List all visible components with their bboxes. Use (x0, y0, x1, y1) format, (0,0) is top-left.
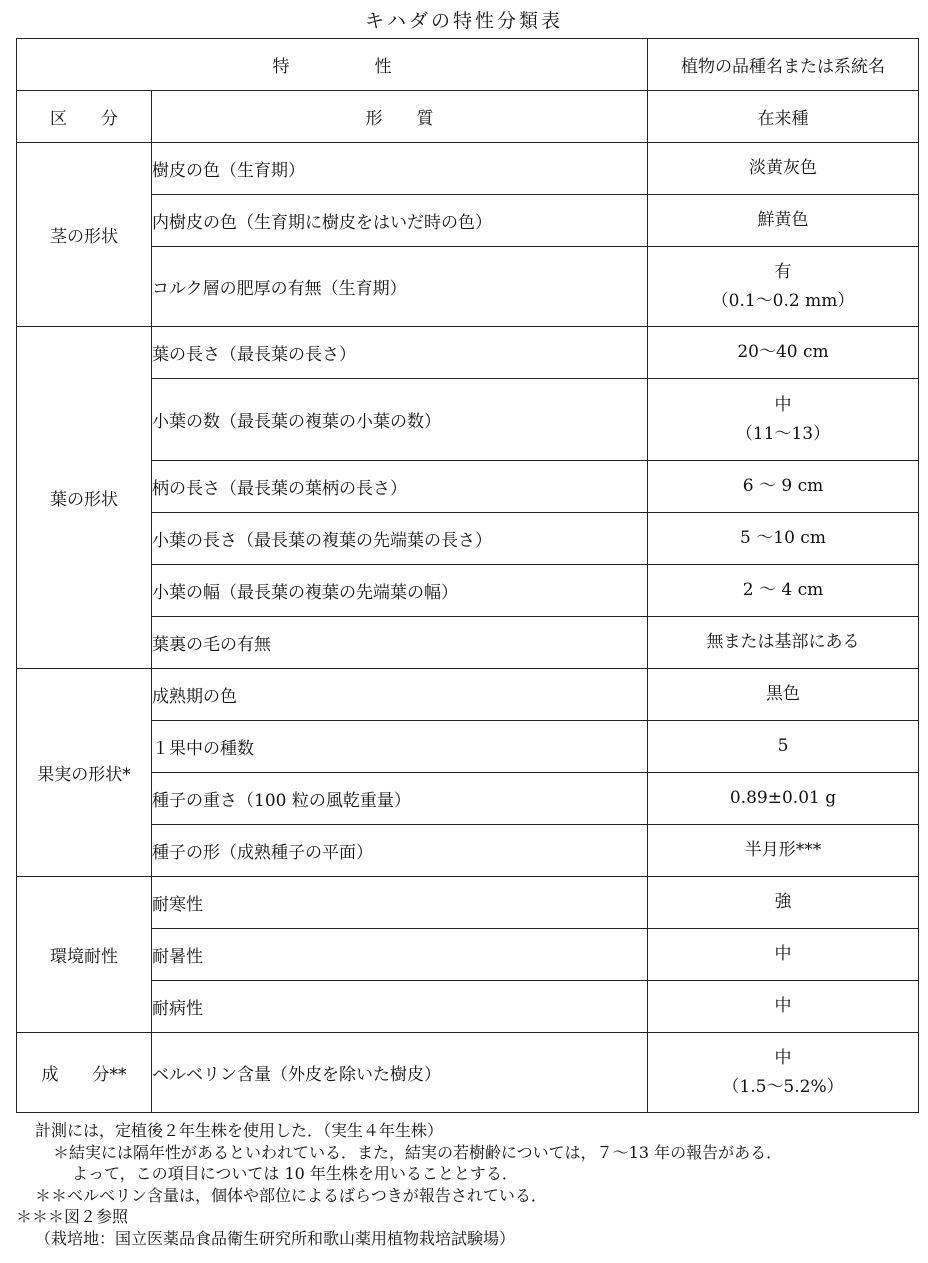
value-line: 淡黄灰色 (749, 158, 817, 178)
trait-cell: 耐寒性 (152, 877, 648, 929)
value-line: 有 (774, 261, 792, 282)
value-cell (648, 247, 919, 327)
category-header: 区 分 (17, 91, 152, 143)
table-subheader-row (17, 91, 919, 143)
value-line: （1.5～5.2%） (722, 1076, 844, 1097)
table-row (17, 1033, 919, 1113)
value-line: 2 ～ 4 cm (742, 580, 824, 600)
value-cell (648, 461, 919, 513)
value-line: 5 ～10 cm (740, 528, 826, 548)
table-row (17, 981, 919, 1033)
trait-cell: 小葉の数（最長葉の複葉の小葉の数） (152, 379, 648, 461)
footnote: ＊＊＊図２参照 (16, 1207, 129, 1226)
value-cell (648, 1033, 919, 1113)
variety-header: 植物の品種名または系統名 (648, 39, 919, 91)
table-row (17, 721, 919, 773)
footnote: 計測には，定植後２年生株を使用した．（実生４年生株） (35, 1121, 444, 1140)
value-line: 黒色 (766, 684, 800, 704)
trait-cell: 葉裏の毛の有無 (152, 617, 648, 669)
trait-cell: 耐病性 (152, 981, 648, 1033)
value-line: 鮮黄色 (757, 210, 809, 230)
value-cell (648, 327, 919, 379)
value-line: 20～40 cm (737, 342, 829, 362)
table-row (17, 877, 919, 929)
value-cell (648, 513, 919, 565)
value-line: 中 (774, 996, 792, 1016)
value-cell (648, 379, 919, 461)
trait-cell: 内樹皮の色（生育期に樹皮をはいだ時の色） (152, 195, 648, 247)
footnotes (0, 1120, 928, 1249)
table-row (17, 379, 919, 461)
trait-header: 特 性 (17, 39, 648, 91)
value-cell (648, 773, 919, 825)
table-row (17, 513, 919, 565)
value-cell (648, 825, 919, 877)
value-line: 0.89±0.01 g (729, 788, 837, 808)
table-row (17, 327, 919, 379)
category-cell: 葉の形状 (17, 327, 152, 669)
cultivar-header: 在来種 (648, 91, 919, 143)
table-row (17, 461, 919, 513)
footnote: （栽培地：国立医薬品食品衛生研究所和歌山薬用植物栽培試験場） (35, 1228, 516, 1248)
category-cell: 成 分** (17, 1033, 152, 1113)
trait-cell: コルク層の肥厚の有無（生育期） (152, 247, 648, 327)
value-line: 半月形*** (744, 840, 822, 860)
trait-cell: 成熟期の色 (152, 669, 648, 721)
trait-cell: 耐暑性 (152, 929, 648, 981)
value-line: 5 (777, 736, 789, 756)
quality-header: 形 質 (152, 91, 648, 143)
value-line: 6 ～ 9 cm (742, 476, 824, 496)
trait-cell: 樹皮の色（生育期） (152, 143, 648, 195)
table-row (17, 773, 919, 825)
value-line: 中 (774, 394, 792, 415)
table-row (17, 143, 919, 195)
table-header-row (17, 39, 919, 91)
value-line: （0.1～0.2 mm） (711, 290, 855, 311)
value-cell (648, 669, 919, 721)
value-line: 中 (774, 944, 792, 964)
table-row (17, 617, 919, 669)
page-title: キハダの特性分類表 (364, 10, 563, 32)
category-cell: 環境耐性 (17, 877, 152, 1033)
value-line: （11～13） (735, 423, 831, 444)
table-row (17, 929, 919, 981)
value-cell (648, 143, 919, 195)
value-cell (648, 617, 919, 669)
table-row (17, 669, 919, 721)
value-line: 強 (774, 892, 792, 912)
value-cell (648, 721, 919, 773)
trait-cell: 葉の長さ（最長葉の長さ） (152, 327, 648, 379)
trait-cell: 小葉の長さ（最長葉の複葉の先端葉の長さ） (152, 513, 648, 565)
value-cell (648, 981, 919, 1033)
table-body (17, 39, 919, 1113)
trait-cell: 種子の重さ（100 粒の風乾重量） (152, 773, 648, 825)
characteristics-table (16, 38, 919, 1113)
value-cell (648, 929, 919, 981)
value-cell (648, 565, 919, 617)
table-row (17, 195, 919, 247)
footnote: よって，この項目については 10 年生株を用いることとする． (72, 1164, 518, 1183)
trait-cell: 小葉の幅（最長葉の複葉の先端葉の幅） (152, 565, 648, 617)
value-line: 中 (774, 1047, 792, 1068)
category-cell: 果実の形状* (17, 669, 152, 877)
category-cell: 茎の形状 (17, 143, 152, 327)
trait-cell: 種子の形（成熟種子の平面） (152, 825, 648, 877)
footnote: ＊結実には隔年性があるといわれている．また，結実の若樹齢については，７～13 年の報告がある． (53, 1142, 783, 1162)
trait-cell: １果中の種数 (152, 721, 648, 773)
footnote: ＊＊ベルベリン含量は，個体や部位によるばらつきが報告されている． (35, 1185, 547, 1205)
value-line: 無または基部にある (706, 632, 860, 652)
table-row (17, 247, 919, 327)
table-row (17, 825, 919, 877)
trait-cell: 柄の長さ（最長葉の葉柄の長さ） (152, 461, 648, 513)
trait-cell: ベルベリン含量（外皮を除いた樹皮） (152, 1033, 648, 1113)
value-cell (648, 195, 919, 247)
value-cell (648, 877, 919, 929)
table-row (17, 565, 919, 617)
